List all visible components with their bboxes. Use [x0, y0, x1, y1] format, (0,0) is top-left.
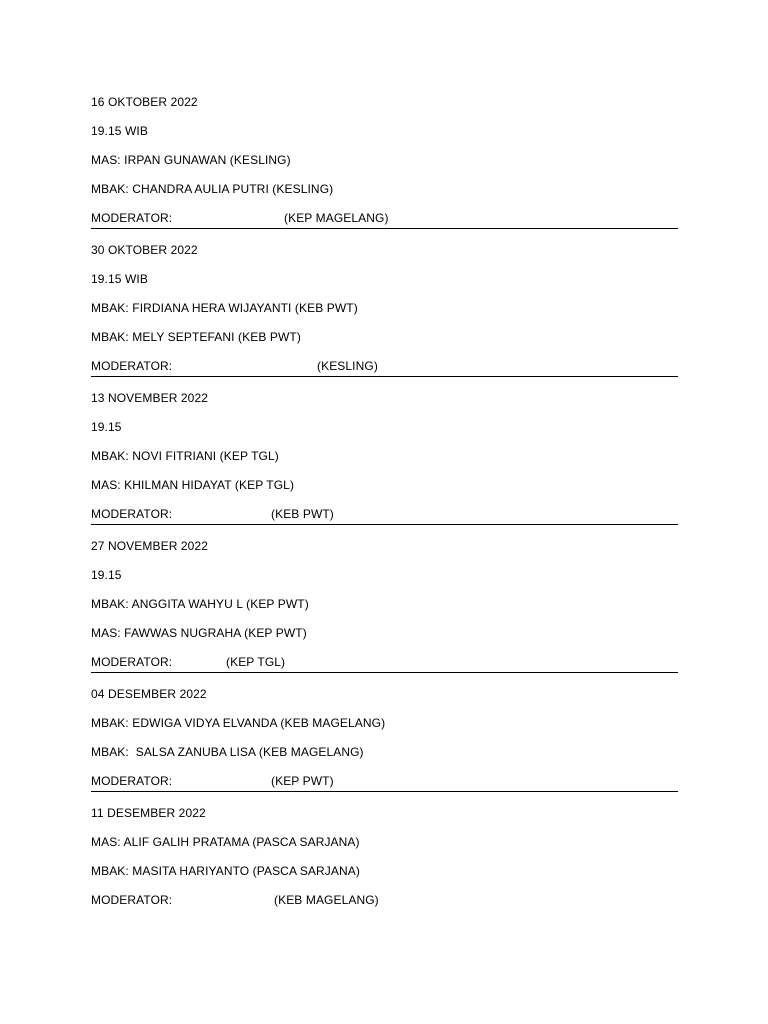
moderator-value: (KEB MAGELANG) — [274, 893, 379, 907]
session-time: 19.15 — [91, 568, 122, 582]
moderator-label: MODERATOR: — [91, 774, 173, 788]
session-date: 13 NOVEMBER 2022 — [91, 391, 208, 405]
moderator-value: (KESLING) — [317, 359, 378, 373]
session-block — [91, 93, 678, 229]
moderator-value: (KEB PWT) — [271, 507, 334, 521]
schedule-document — [91, 93, 678, 910]
speaker-line: MAS: ALIF GALIH PRATAMA (PASCA SARJANA) — [91, 835, 360, 849]
moderator-row — [91, 505, 678, 524]
session-date: 16 OKTOBER 2022 — [91, 95, 198, 109]
moderator-row — [91, 357, 678, 376]
session-date: 11 DESEMBER 2022 — [91, 806, 206, 820]
moderator-value: (KEP MAGELANG) — [284, 211, 389, 225]
moderator-row — [91, 772, 678, 791]
moderator-label: MODERATOR: — [91, 359, 173, 373]
session-block — [91, 241, 678, 377]
session-time: 19.15 WIB — [91, 124, 148, 138]
session-block — [91, 804, 678, 910]
moderator-label: MODERATOR: — [91, 507, 173, 521]
moderator-value: (KEP PWT) — [271, 774, 334, 788]
session-date: 04 DESEMBER 2022 — [91, 687, 207, 701]
session-block — [91, 389, 678, 525]
moderator-label: MODERATOR: — [91, 893, 173, 907]
speaker-line: MAS: FAWWAS NUGRAHA (KEP PWT) — [91, 626, 307, 640]
moderator-label: MODERATOR: — [91, 655, 173, 669]
speaker-line: MAS: IRPAN GUNAWAN (KESLING) — [91, 153, 291, 167]
speaker-line: MBAK: MELY SEPTEFANI (KEB PWT) — [91, 330, 301, 344]
speaker-line: MBAK: ANGGITA WAHYU L (KEP PWT) — [91, 597, 309, 611]
speaker-line: MBAK: MASITA HARIYANTO (PASCA SARJANA) — [91, 864, 360, 878]
moderator-row — [91, 653, 678, 672]
moderator-row — [91, 209, 678, 228]
speaker-line: MBAK: SALSA ZANUBA LISA (KEB MAGELANG) — [91, 745, 364, 759]
session-date: 27 NOVEMBER 2022 — [91, 539, 208, 553]
session-date: 30 OKTOBER 2022 — [91, 243, 198, 257]
session-time: 19.15 WIB — [91, 272, 148, 286]
speaker-line: MBAK: NOVI FITRIANI (KEP TGL) — [91, 449, 279, 463]
speaker-line: MBAK: CHANDRA AULIA PUTRI (KESLING) — [91, 182, 334, 196]
moderator-value: (KEP TGL) — [226, 655, 286, 669]
session-time: 19.15 — [91, 420, 122, 434]
moderator-row — [91, 891, 678, 910]
speaker-line: MBAK: FIRDIANA HERA WIJAYANTI (KEB PWT) — [91, 301, 358, 315]
speaker-line: MAS: KHILMAN HIDAYAT (KEP TGL) — [91, 478, 295, 492]
session-block — [91, 685, 678, 792]
session-block — [91, 537, 678, 673]
moderator-label: MODERATOR: — [91, 211, 173, 225]
speaker-line: MBAK: EDWIGA VIDYA ELVANDA (KEB MAGELANG) — [91, 716, 386, 730]
